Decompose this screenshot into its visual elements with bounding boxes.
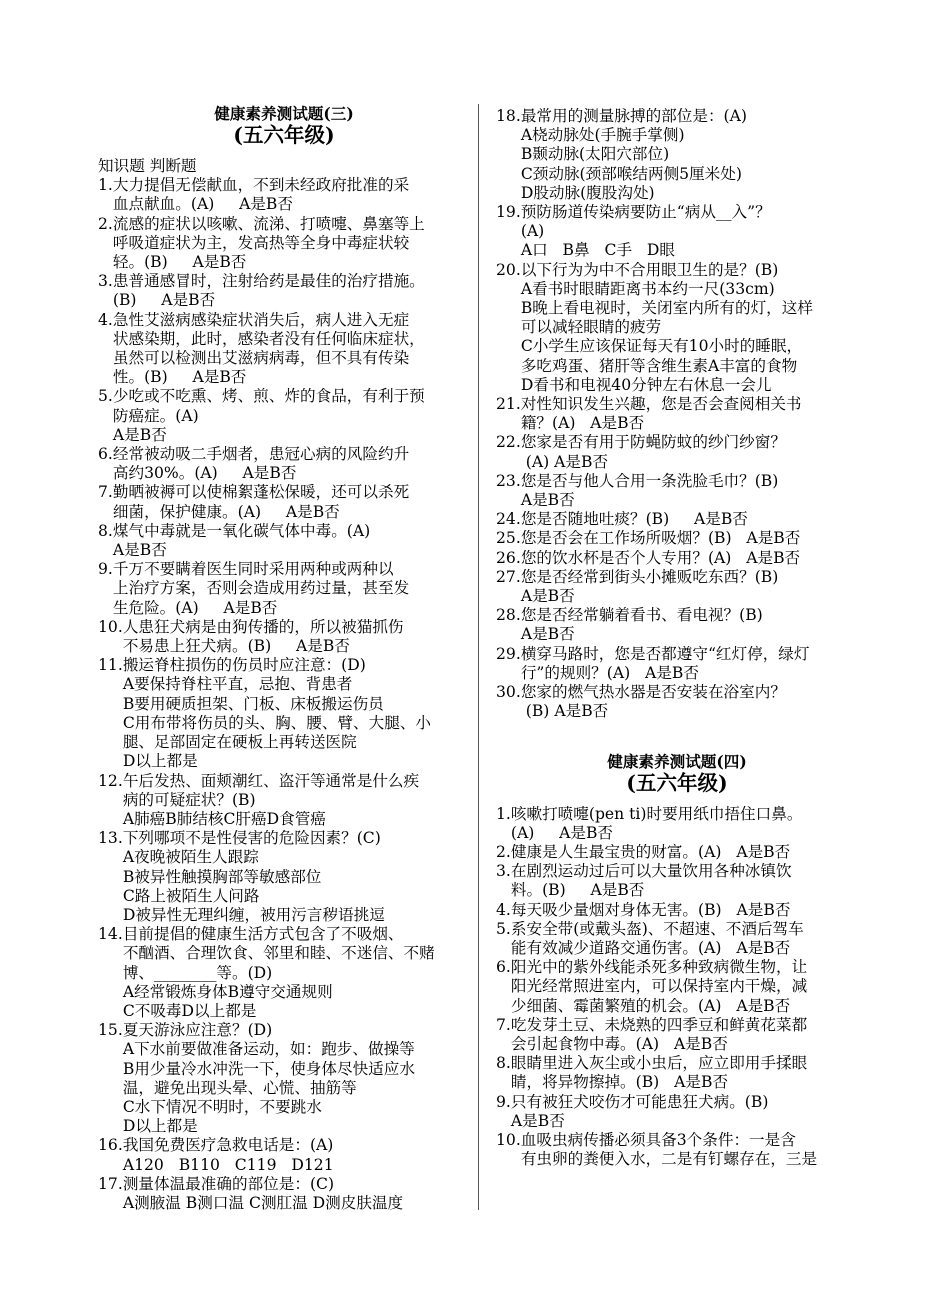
question-number: 2. — [98, 214, 113, 233]
question-line: 博、________等。(D) — [122, 963, 273, 982]
question-number: 16. — [98, 1136, 123, 1155]
question-text — [521, 1131, 858, 1169]
question-line: A是B否 — [112, 541, 167, 560]
question-text — [511, 862, 858, 900]
question-text — [123, 829, 470, 925]
question-line: 午后发热、面颊潮红、盗汗等通常是什么疾 — [122, 771, 420, 790]
question-number: 5. — [496, 919, 511, 938]
question-text — [511, 901, 858, 920]
question-line: 以下行为为中不合用眼卫生的是？(B) — [520, 260, 779, 279]
question-item — [496, 568, 858, 606]
right-column — [496, 107, 858, 1169]
question-line: C小学生应该保证每天有10小时的睡眠， — [520, 337, 803, 356]
question-line: 对性知识发生兴趣，您是否会查阅相关书 — [520, 395, 802, 414]
question-line: D以上都是 — [122, 752, 198, 771]
question-line: 性。(B) A是B否 — [112, 368, 247, 387]
question-item — [98, 560, 470, 618]
question-line: A是B否 — [520, 587, 575, 606]
question-line: (A) — [520, 222, 545, 241]
question-text — [123, 618, 470, 656]
question-item — [496, 606, 858, 644]
question-text — [113, 522, 470, 560]
question-line: (B) A是B否 — [112, 291, 216, 310]
question-line: 您是否经常到街头小摊贩吃东西？(B) — [520, 567, 779, 586]
question-text — [511, 1054, 858, 1092]
question-line: 不易患上狂犬病。(B) A是B否 — [122, 637, 350, 656]
question-item — [496, 1131, 858, 1169]
question-line: 流感的症状以咳嗽、流涕、打喷嚏、鼻塞等上 — [112, 214, 425, 233]
question-line: B颞动脉(太阳穴部位) — [520, 145, 670, 164]
question-list-3-continued — [496, 107, 858, 722]
question-text — [113, 215, 470, 273]
question-line: 睛，将异物擦掉。(B) A是B否 — [510, 1073, 729, 1092]
question-text — [521, 606, 858, 644]
question-text — [521, 107, 858, 203]
question-item — [98, 1136, 470, 1174]
question-item — [496, 1016, 858, 1054]
question-number: 10. — [98, 617, 123, 636]
question-number: 4. — [496, 900, 511, 919]
question-text — [123, 656, 470, 771]
question-line: 经常被动吸二手烟者，患冠心病的风险约升 — [112, 445, 410, 464]
question-item — [496, 549, 858, 568]
question-line: 可以减轻眼睛的疲劳 — [520, 318, 662, 337]
question-text — [521, 529, 858, 548]
question-line: A120 B110 C119 D121 — [122, 1155, 334, 1174]
question-line: A是B否 — [520, 625, 575, 644]
question-text — [113, 560, 470, 618]
question-line: 能有效减少道路交通伤害。(A) A是B否 — [510, 938, 791, 957]
question-text — [113, 387, 470, 445]
question-line: 状感染期，此时，感染者没有任何临床症状， — [112, 329, 425, 348]
question-item — [496, 107, 858, 203]
question-line: 目前提倡的健康生活方式包含了不吸烟、 — [122, 925, 404, 944]
question-number: 12. — [98, 771, 123, 790]
question-line: 您是否随地吐痰？(B) A是B否 — [520, 510, 748, 529]
grade-subtitle-4: (五六年级) — [626, 770, 728, 795]
question-item — [98, 272, 470, 310]
question-text — [113, 445, 470, 483]
question-item — [98, 483, 470, 521]
question-line: D被异性无理纠缠，被用污言秽语挑逗 — [122, 905, 385, 924]
question-line: 您家的燃气热水器是否安装在浴室内？ — [520, 683, 786, 702]
question-text — [521, 433, 858, 471]
question-number: 18. — [496, 107, 521, 125]
question-number: 28. — [496, 606, 521, 625]
question-line: 有虫卵的粪便入水，二是有钉螺存在，三是 — [520, 1150, 818, 1169]
question-line: 呼吸道症状为主，发高热等全身中毒症状较 — [112, 233, 410, 252]
question-number: 8. — [496, 1054, 511, 1073]
question-line: 患普通感冒时，注射给药是最佳的治疗措施。 — [112, 272, 425, 291]
question-item — [496, 203, 858, 261]
question-text — [521, 683, 858, 721]
question-list-3 — [98, 176, 470, 1213]
question-number: 17. — [98, 1174, 123, 1193]
grade-subtitle-3: (五六年级) — [233, 123, 335, 147]
question-item — [98, 522, 470, 560]
question-line: 多吃鸡蛋、猪肝等含维生素A丰富的食物 — [520, 356, 798, 375]
question-number: 1. — [98, 176, 113, 195]
question-line: 上治疗方案，否则会造成用药过量，甚至发 — [112, 579, 410, 598]
question-text — [521, 645, 858, 683]
question-item — [496, 862, 858, 900]
question-item — [496, 529, 858, 548]
question-item — [496, 645, 858, 683]
question-line: 急性艾滋病感染症状消失后，病人进入无症 — [112, 310, 410, 329]
question-item — [98, 772, 470, 830]
question-line: 料。(B) A是B否 — [510, 881, 645, 900]
question-number: 13. — [98, 829, 123, 848]
question-line: 下列哪项不是性侵害的危险因素？(C) — [122, 829, 381, 848]
section-label: 知识题 判断题 — [98, 157, 197, 175]
question-line: 温，避免出现头晕、心慌、抽筋等 — [122, 1078, 357, 1097]
question-line: (B) A是B否 — [520, 702, 609, 721]
question-item — [496, 805, 858, 843]
question-line: 咳嗽打喷嚏(pen ti)时要用纸巾捂住口鼻。 — [510, 804, 803, 823]
question-line: 千万不要瞒着医生同时采用两种或两种以 — [112, 560, 394, 579]
question-line: 高约30%。(A) A是B否 — [112, 464, 297, 483]
question-line: A下水前要做准备运动，如：跑步、做操等 — [122, 1040, 415, 1059]
question-line: 健康是人生最宝贵的财富。(A) A是B否 — [510, 842, 791, 861]
question-line: 轻。(B) A是B否 — [112, 253, 247, 272]
question-line: A是B否 — [112, 425, 167, 444]
question-number: 15. — [98, 1021, 123, 1040]
question-item — [496, 472, 858, 510]
question-number: 23. — [496, 471, 521, 490]
question-number: 27. — [496, 567, 521, 586]
question-number: 2. — [496, 842, 511, 861]
question-number: 26. — [496, 548, 521, 567]
question-line: 少吃或不吃熏、烤、煎、炸的食品，有利于预 — [112, 387, 425, 406]
question-line: 每天吸少量烟对身体无害。(B) A是B否 — [510, 900, 791, 919]
question-number: 4. — [98, 310, 113, 329]
question-number: 21. — [496, 395, 521, 414]
question-text — [123, 925, 470, 1021]
question-line: (A) A是B否 — [520, 452, 609, 471]
question-line: 预防肠道传染病要防止“病从__入”？ — [520, 203, 771, 222]
question-line: A桡动脉处(手腕手掌侧) — [520, 126, 685, 145]
question-line: 会引起食物中毒。(A) A是B否 — [510, 1034, 728, 1053]
question-item — [98, 1175, 470, 1213]
question-item — [496, 1054, 858, 1092]
question-number: 6. — [496, 958, 511, 977]
question-text — [511, 958, 858, 1016]
question-line: C颈动脉(颈部喉结两侧5厘米处) — [520, 164, 742, 183]
question-line: 血吸虫病传播必须具备3个条件：一是含 — [520, 1130, 796, 1149]
question-line: B用少量冷水冲洗一下，使身体尽快适应水 — [122, 1059, 415, 1078]
question-text — [123, 1175, 470, 1213]
question-line: 勤晒被褥可以使棉絮蓬松保暖，还可以杀死 — [112, 483, 410, 502]
question-text — [521, 549, 858, 568]
question-item — [496, 958, 858, 1016]
question-line: 煤气中毒就是一氧化碳气体中毒。(A) — [112, 521, 371, 540]
question-line: A口 B鼻 C手 D眼 — [520, 241, 675, 260]
question-line: 搬运脊柱损伤的伤员时应注意：(D) — [122, 656, 366, 675]
question-item — [98, 829, 470, 925]
question-text — [511, 1093, 858, 1131]
question-line: A要保持脊柱平直，忌抱、背患者 — [122, 675, 353, 694]
question-line: 吃发芽土豆、未烧熟的四季豆和鲜黄花菜都 — [510, 1015, 808, 1034]
question-text — [113, 272, 470, 310]
question-text — [521, 261, 858, 395]
question-item — [496, 1093, 858, 1131]
question-line: 虽然可以检测出艾滋病病毒，但不具有传染 — [112, 349, 410, 368]
question-line: C路上被陌生人问路 — [122, 886, 260, 905]
question-line: (A) A是B否 — [510, 823, 614, 842]
question-line: 细菌，保护健康。(A) A是B否 — [112, 502, 340, 521]
question-number: 1. — [496, 804, 511, 823]
question-item — [496, 395, 858, 433]
question-number: 3. — [98, 272, 113, 291]
question-line: 在剧烈运动过后可以大量饮用各种冰镇饮 — [510, 862, 792, 881]
question-item — [98, 925, 470, 1021]
question-line: 只有被狂犬咬伤才可能患狂犬病。(B) — [510, 1092, 769, 1111]
question-line: 横穿马路时，您是否都遵守“红灯停，绿灯 — [520, 644, 810, 663]
question-line: 人患狂犬病是由狗传播的，所以被猫抓伤 — [122, 617, 404, 636]
question-line: 病的可疑症状？(B) — [122, 790, 256, 809]
question-line: 夏天游泳应注意？(D) — [122, 1021, 273, 1040]
question-number: 5. — [98, 387, 113, 406]
question-item — [98, 387, 470, 445]
question-line: B晚上看电视时，关闭室内所有的灯，这样 — [520, 299, 813, 318]
question-number: 19. — [496, 203, 521, 222]
question-text — [521, 395, 858, 433]
question-text — [521, 568, 858, 606]
question-text — [521, 510, 858, 529]
question-number: 24. — [496, 510, 521, 529]
question-text — [123, 1136, 470, 1174]
question-line: B被异性触摸胸部等敏感部位 — [122, 867, 322, 886]
test-title-3: 健康素养测试题(三) — [214, 104, 354, 123]
question-item — [98, 311, 470, 388]
question-line: 测量体温最准确的部位是：(C) — [122, 1174, 335, 1193]
question-line: A肺癌B肺结核C肝癌D食管癌 — [122, 809, 326, 828]
question-number: 7. — [496, 1015, 511, 1034]
question-line: D看书和电视40分钟左右休息一会儿 — [520, 375, 772, 394]
question-line: C水下情况不明时，不要跳水 — [122, 1097, 322, 1116]
question-number: 25. — [496, 529, 521, 548]
question-text — [511, 843, 858, 862]
question-number: 10. — [496, 1130, 521, 1149]
question-number: 30. — [496, 683, 521, 702]
test-title-4: 健康素养测试题(四) — [607, 751, 747, 771]
question-line: C用布带将伤员的头、胸、腰、臂、大腿、小 — [122, 713, 432, 732]
question-line: 您是否与他人合用一条洗脸毛巾？(B) — [520, 471, 779, 490]
question-number: 3. — [496, 862, 511, 881]
question-item — [98, 656, 470, 771]
question-text — [511, 1016, 858, 1054]
question-line: 系安全带(或戴头盔)、不超速、不酒后驾车 — [510, 919, 804, 938]
question-line: A是B否 — [520, 491, 575, 510]
question-line: 最常用的测量脉搏的部位是：(A) — [520, 107, 747, 125]
question-number: 11. — [98, 656, 123, 675]
question-line: 少细菌、霉菌繁殖的机会。(A) A是B否 — [510, 996, 791, 1015]
question-item — [496, 901, 858, 920]
question-number: 6. — [98, 445, 113, 464]
question-line: 阳光经常照进室内，可以保持室内干燥，减 — [510, 977, 808, 996]
question-line: 行”的规则？(A) A是B否 — [520, 663, 699, 682]
question-number: 20. — [496, 260, 521, 279]
question-line: 我国免费医疗急救电话是：(A) — [122, 1136, 334, 1155]
question-line: 您家是否有用于防蝇防蚊的纱门纱窗？ — [520, 433, 786, 452]
question-text — [511, 805, 858, 843]
question-line: 您是否会在工作场所吸烟？(B) A是B否 — [520, 529, 801, 548]
question-line: 不酗酒、合理饮食、邻里和睦、不迷信、不赌 — [122, 944, 435, 963]
question-number: 8. — [98, 521, 113, 540]
question-number: 7. — [98, 483, 113, 502]
question-text — [123, 1021, 470, 1136]
question-number: 29. — [496, 644, 521, 663]
left-column — [98, 104, 470, 1213]
question-line: 籍？(A) A是B否 — [520, 414, 645, 433]
question-line: 腿、足部固定在硬板上再转送医院 — [122, 733, 357, 752]
question-line: 生危险。(A) A是B否 — [112, 598, 278, 617]
question-text — [113, 176, 470, 214]
question-line: A夜晚被陌生人跟踪 — [122, 848, 259, 867]
question-text — [113, 311, 470, 388]
question-line: 血点献血。(A) A是B否 — [112, 195, 293, 214]
question-number: 9. — [496, 1092, 511, 1111]
question-line: D以上都是 — [122, 1117, 198, 1136]
question-line: D股动脉(腹股沟处) — [520, 183, 655, 202]
question-text — [123, 772, 470, 830]
question-line: 您的饮水杯是否个人专用？(A) A是B否 — [520, 548, 801, 567]
question-item — [98, 215, 470, 273]
question-number: 9. — [98, 560, 113, 579]
question-line: 大力提倡无偿献血，不到未经政府批准的采 — [112, 176, 410, 195]
question-line: A测腋温 B测口温 C测肛温 D测皮肤温度 — [122, 1193, 404, 1212]
question-line: 您是否经常躺着看书、看电视？(B) — [520, 606, 763, 625]
question-line: C不吸毒D以上都是 — [122, 1001, 257, 1020]
question-line: 眼睛里进入灰尘或小虫后，应立即用手揉眼 — [510, 1054, 808, 1073]
question-text — [113, 483, 470, 521]
question-line: A经常锻炼身体B遵守交通规则 — [122, 982, 333, 1001]
question-item — [496, 920, 858, 958]
question-text — [521, 203, 858, 261]
question-line: A是B否 — [510, 1111, 565, 1130]
question-item — [496, 433, 858, 471]
question-line: B要用硬质担架、门板、床板搬运伤员 — [122, 694, 384, 713]
question-list-4 — [496, 805, 858, 1170]
question-text — [511, 920, 858, 958]
question-line: A看书时眼睛距离书本约一尺(33cm) — [520, 279, 775, 298]
question-line: 防癌症。(A) — [112, 406, 199, 425]
question-item — [496, 843, 858, 862]
question-item — [98, 618, 470, 656]
question-item — [98, 445, 470, 483]
question-item — [98, 1021, 470, 1136]
question-item — [98, 176, 470, 214]
question-item — [496, 261, 858, 395]
question-item — [496, 683, 858, 721]
question-item — [496, 510, 858, 529]
question-text — [521, 472, 858, 510]
column-divider — [478, 104, 479, 1210]
question-number: 14. — [98, 925, 123, 944]
question-number: 22. — [496, 433, 521, 452]
question-line: 阳光中的紫外线能杀死多种致病微生物，让 — [510, 958, 808, 977]
